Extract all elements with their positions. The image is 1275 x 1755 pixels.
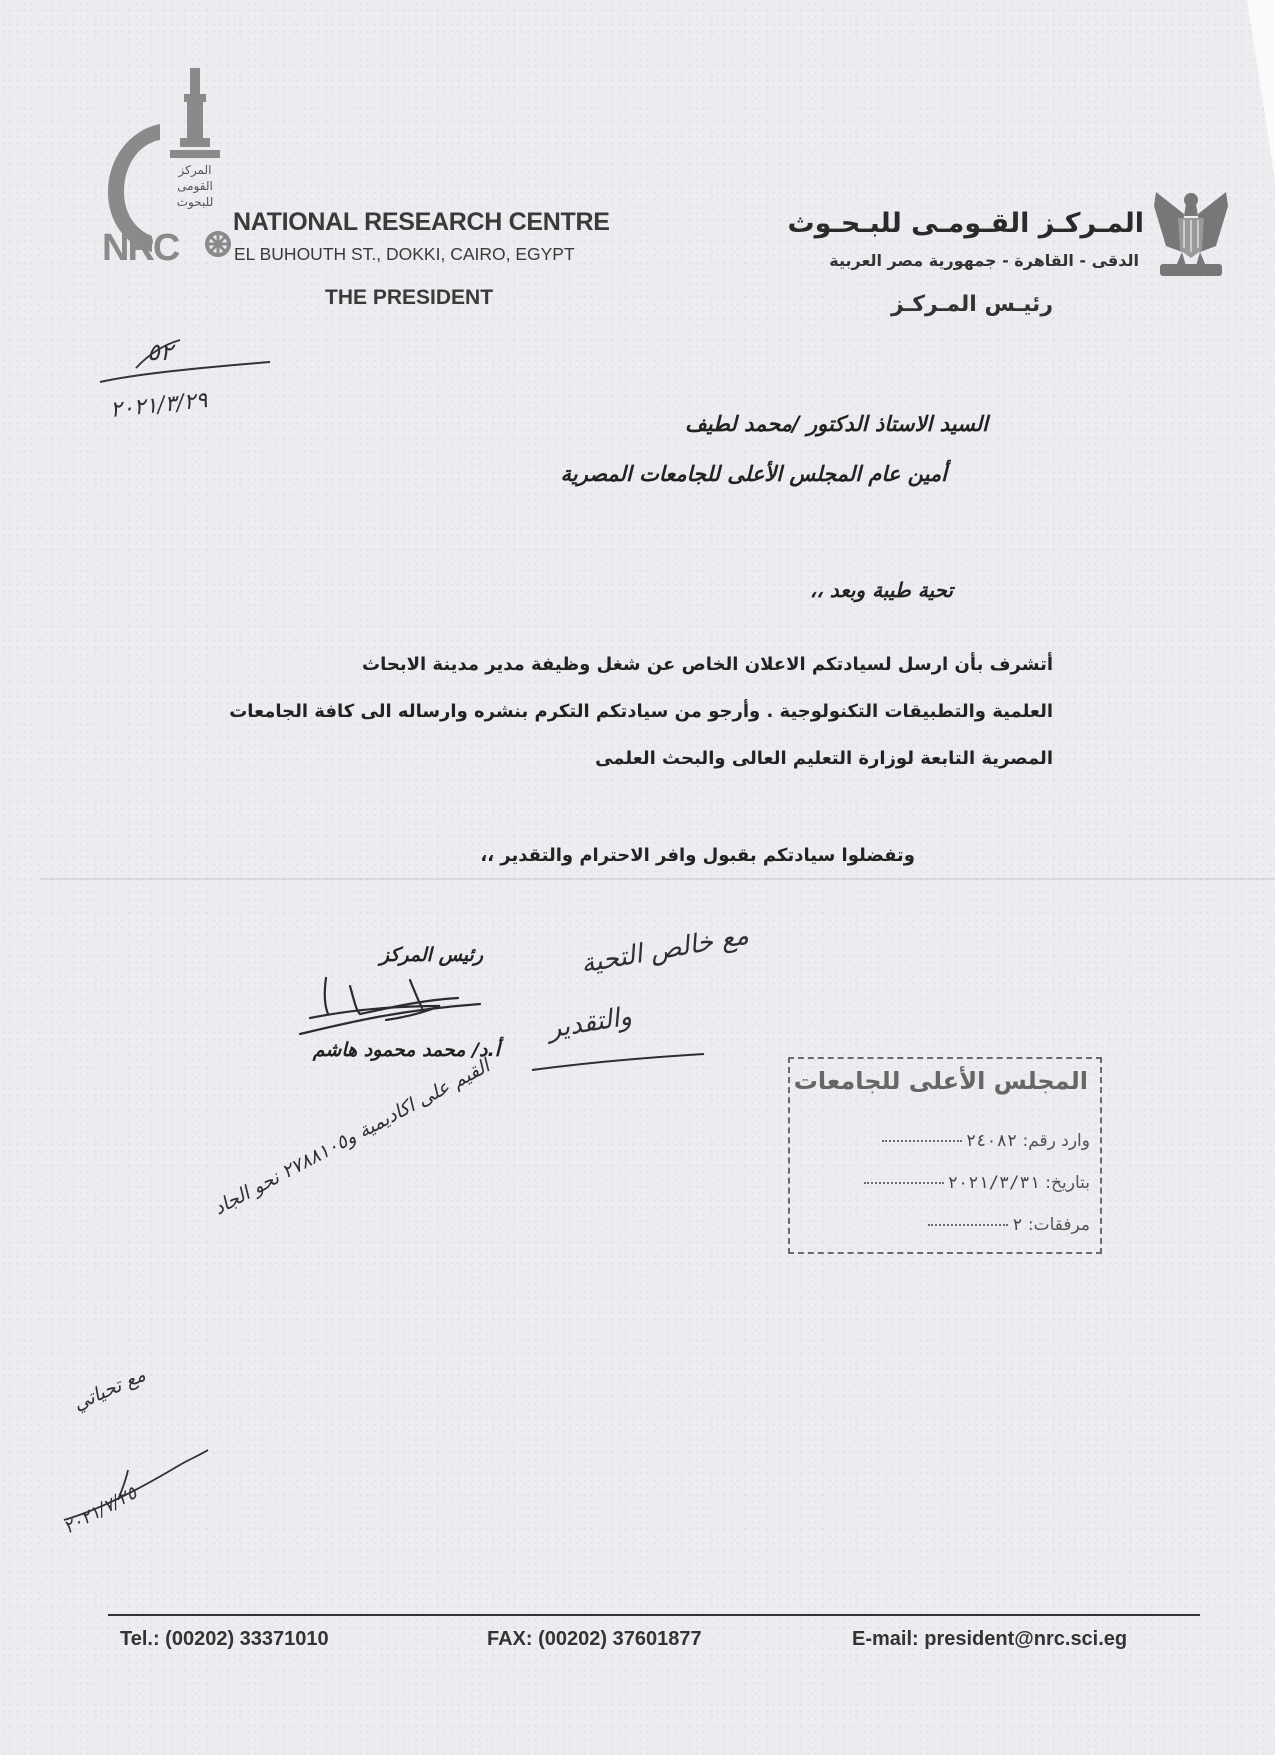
logo-arabic-line-2: القومى bbox=[177, 179, 213, 193]
stamp-row-date: بتاريخ: ٢٠٢١/٣/٣١ bbox=[860, 1173, 1090, 1193]
signature-title: رئيس المركز bbox=[379, 944, 483, 966]
signature-name: أ.د/ محمد محمود هاشم bbox=[312, 1039, 500, 1061]
handwritten-reference-date: ٢٠٢١/٣/٢٩ bbox=[108, 387, 209, 424]
handwritten-reference-number: ٥٢ bbox=[147, 338, 173, 366]
handwritten-margin-signature bbox=[58, 1440, 218, 1530]
received-stamp bbox=[788, 1057, 1102, 1254]
handwritten-margin-date: ٢٠٢١/٧/٢٥ bbox=[60, 1482, 141, 1539]
footer-telephone: Tel.: (00202) 33371010 bbox=[120, 1628, 329, 1650]
addressee-title: أمين عام المجلس الأعلى للجامعات المصرية bbox=[560, 462, 947, 486]
handwritten-margin-note-line-2: مع تحياتي bbox=[70, 1363, 149, 1416]
stamp-title: المجلس الأعلى للجامعات bbox=[793, 1067, 1088, 1095]
handwritten-courtesy-line-2: والتقدير bbox=[546, 1001, 634, 1045]
handwritten-margin-note-line-1: القيم على اكاديمية و٢٧٨٨١٠٥ نحو الجاد bbox=[210, 1054, 494, 1220]
eagle-emblem-icon bbox=[1152, 186, 1230, 284]
english-centre-address: EL BUHOUTH ST., DOKKI, CAIRO, EGYPT bbox=[234, 244, 575, 264]
letter-greeting: تحية طيبة وبعد ،، bbox=[809, 578, 953, 602]
letter-body-paragraph bbox=[200, 641, 1053, 782]
handwritten-signature bbox=[290, 970, 490, 1040]
logo-monogram: NRC bbox=[102, 227, 179, 262]
english-president-title: THE PRESIDENT bbox=[325, 286, 494, 309]
handwritten-courtesy-line-1: مع خالص التحية bbox=[578, 920, 751, 980]
footer-divider bbox=[108, 1614, 1200, 1616]
stamp-row-label: وارد رقم bbox=[1028, 1131, 1090, 1151]
arabic-centre-name: المـركـز القـومـى للبـحـوث bbox=[787, 208, 1144, 239]
stamp-row-value: ٢ bbox=[1012, 1215, 1023, 1235]
arabic-president-title: رئيـس المـركـز bbox=[891, 292, 1053, 317]
stamp-row-label: بتاريخ bbox=[1051, 1173, 1090, 1193]
letter-closing: وتفضلوا سيادتكم بقبول وافر الاحترام والتقدير ،، bbox=[480, 845, 915, 866]
footer-fax: FAX: (00202) 37601877 bbox=[487, 1628, 702, 1650]
gear-icon bbox=[205, 231, 231, 257]
letter-body-line-2: العلمية والتطبيقات التكنولوجية . وأرجو من سيادتكم التكرم بنشره وارساله الى كافة الجامعات bbox=[229, 701, 1053, 722]
nrc-logo bbox=[100, 62, 235, 262]
stamp-row-label: مرفقات bbox=[1033, 1215, 1090, 1235]
logo-arabic-text bbox=[177, 163, 214, 210]
handwritten-reference-underline bbox=[96, 338, 276, 388]
footer-email: E-mail: president@nrc.sci.eg bbox=[852, 1628, 1128, 1650]
stamp-row-incoming-number: وارد رقم: ٢٤٠٨٢ bbox=[878, 1131, 1090, 1151]
letter-body-line-1: أتشرف بأن ارسل لسيادتكم الاعلان الخاص عن شغل وظيفة مدير مدينة الابحاث bbox=[362, 654, 1053, 675]
addressee-name: السيد الاستاذ الدكتور /محمد لطيف bbox=[685, 412, 988, 436]
logo-arabic-line-3: للبحوث bbox=[176, 195, 214, 209]
letter-body-line-3: المصرية التابعة لوزارة التعليم العالى والبحث العلمى bbox=[595, 748, 1053, 769]
stamp-row-value: ٢٤٠٨٢ bbox=[965, 1131, 1018, 1151]
stamp-row-value: ٢٠٢١/٣/٣١ bbox=[947, 1173, 1040, 1193]
logo-arabic-line-1: المركز bbox=[178, 163, 212, 177]
stamp-row-attachments: مرفقات: ٢ bbox=[924, 1215, 1090, 1235]
scanned-page-corner bbox=[1247, 0, 1275, 180]
handwritten-courtesy-underline bbox=[528, 1050, 708, 1074]
paper-fold-line bbox=[40, 878, 1275, 880]
english-centre-name: NATIONAL RESEARCH CENTRE bbox=[233, 208, 610, 236]
arabic-centre-address: الدقى - القاهرة - جمهورية مصر العربية bbox=[829, 251, 1139, 270]
